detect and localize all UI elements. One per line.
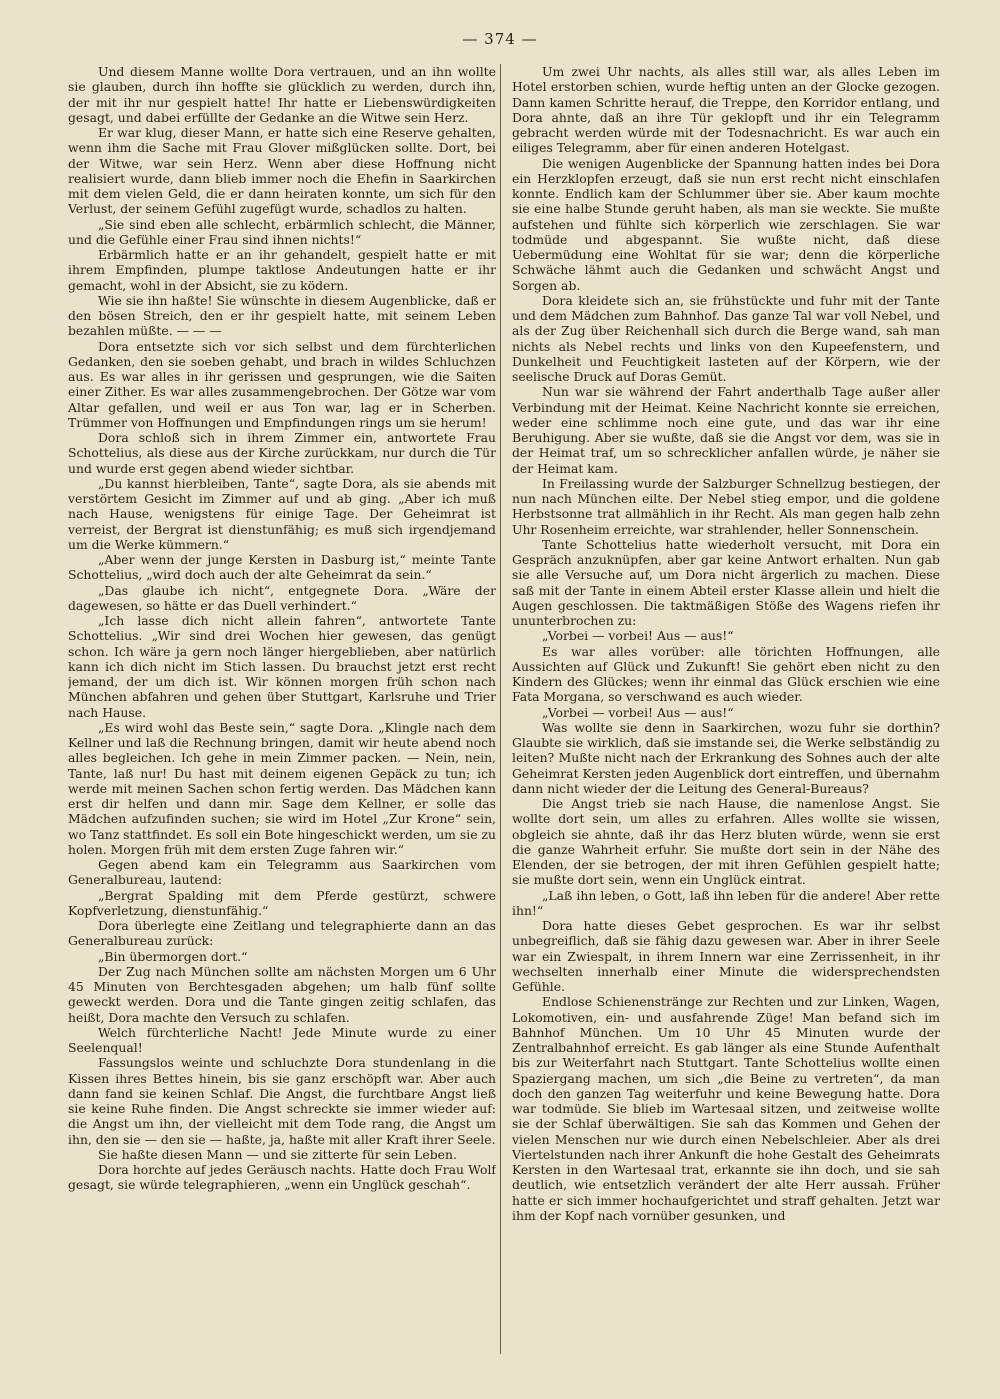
paragraph: Dora schloß sich in ihrem Zimmer ein, antwortete Frau Schottelius, als diese aus der Kirche zurückkam, nur durch die Tür und wurde erst gegen abend wieder sichtbar. [68, 430, 496, 476]
page-number: — 374 — [462, 30, 538, 48]
paragraph: Die Angst trieb sie nach Hause, die namenlose Angst. Sie wollte dort sein, um alles zu erfahren. Alles wollte sie wissen, obgleich sie ahnte, daß ihr das Herz bluten würde, wenn sie erst die ganze Wahrheit erfuhr. Sie mußte dort sein in der Nähe des Elenden, der sie betrogen, der mit ihren Gefühlen gespielt hatte; sie mußte dort sein, wenn ein Unglück eintrat. [512, 796, 940, 888]
paragraph: Tante Schottelius hatte wiederholt versucht, mit Dora ein Gespräch anzuknüpfen, aber gar keine Antwort erhalten. Nun gab sie alle Versuche auf, um Dora nicht ärgerlich zu machen. Diese saß mit der Tante in einem Abteil erster Klasse allein und hielt die Augen geschlossen. Die taktmäßigen Stöße des Wagens riefen ihr ununterbrochen zu: [512, 536, 940, 628]
paragraph: Nun war sie während der Fahrt anderthalb Tage außer aller Verbindung mit der Heimat. Keine Nachricht konnte sie erreichen, weder eine schlimme noch eine gute, und das war ihr eine Beruhigung. Aber sie wußte, daß sie die Angst vor dem, was sie in der Heimat traf, um so schrecklicher anfallen würde, je näher sie der Heimat kam. [512, 384, 940, 476]
paragraph: Welch fürchterliche Nacht! Jede Minute wurde zu einer Seelenqual! [68, 1024, 496, 1055]
paragraph: Dora entsetzte sich vor sich selbst und dem fürchterlichen Gedanken, den sie soeben gehabt, und brach in wildes Schluchzen aus. Es war alles in ihr gerissen und gesprungen, wie die Saiten einer Zither. Es war alles zusammengebrochen. Der Götze war vom Altar gefallen, und weil er aus Ton war, lag er in Scherben. Trümmer von Hoffnungen und Empfindungen rings um sie herum! [68, 338, 496, 430]
column-divider [500, 64, 501, 1354]
paragraph: „Laß ihn leben, o Gott, laß ihn leben für die andere! Aber rette ihn!“ [512, 887, 940, 918]
paragraph: „Vorbei — vorbei! Aus — aus!“ [542, 628, 734, 644]
paragraph: „Bin übermorgen dort.“ [98, 948, 248, 964]
paragraph: In Freilassing wurde der Salzburger Schnellzug bestiegen, der nun nach München eilte. Der Nebel stieg empor, und die goldene Herbstsonne trat allmählich in ihr Recht. Als man gegen halb zehn Uhr Rosenheim erreichte, war strahlender, heller Sonnenschein. [512, 475, 940, 537]
paragraph: Es war alles vorüber: alle törichten Hoffnungen, alle Aussichten auf Glück und Zukunft! Sie gehört eben nicht zu den Kindern des Glückes; wenn ihr einmal das Glück erschien wie eine Fata Morgana, so verschwand es auch wieder. [512, 643, 940, 705]
paragraph: Dora überlegte eine Zeitlang und telegraphierte dann an das Generalbureau zurück: [68, 918, 496, 949]
left-column [68, 64, 496, 1354]
paragraph: „Du kannst hierbleiben, Tante“, sagte Dora, als sie abends mit verstörtem Gesicht im Zimmer auf und ab ging. „Aber ich muß nach Hause, wenigstens für einige Tage. Der Geheimrat ist verreist, der Bergrat ist dienstunfähig; es muß sich irgendjemand um die Werke kümmern.“ [68, 475, 496, 552]
paragraph: Er war klug, dieser Mann, er hatte sich eine Reserve gehalten, wenn ihm die Sache mit Frau Glover mißglücken sollte. Dort, bei der Witwe, war sein Herz. Wenn aber diese Hoffnung nicht realisiert wurde, dann blieb immer noch die Ehefin in Saarkirchen mit dem vielen Geld, die er dann heiraten konnte, um sich für den Verlust, der seinem Gefühl zugefügt wurde, schadlos zu halten. [68, 125, 496, 217]
paragraph: Dora hatte dieses Gebet gesprochen. Es war ihr selbst unbegreiflich, daß sie fähig dazu gewesen war. Aber in ihrer Seele war ein Zwiespalt, in ihrem Innern war eine Zerrissenheit, in ihr wechselten innerhalb einer Minute die widersprechendsten Gefühle. [512, 918, 940, 994]
paragraph: Und diesem Manne wollte Dora vertrauen, und an ihn wollte sie glauben, durch ihn hoffte sie glücklich zu werden, durch ihn, der mit ihr nur gespielt hatte! Ihr hatte er Liebenswürdigkeiten gesagt, und dabei erfüllte der Gedanke an die Witwe sein Herz. [68, 64, 496, 125]
paragraph: Gegen abend kam ein Telegramm aus Saarkirchen vom Generalbureau, lautend: [68, 857, 496, 888]
paragraph: Fassungslos weinte und schluchzte Dora stundenlang in die Kissen ihres Bettes hinein, bis sie ganz erschöpft war. Aber auch dann fand sie keinen Schlaf. Die Angst, die furchtbare Angst ließ sie keine Ruhe finden. Die Angst schreckte sie immer wieder auf: die Angst um ihn, der vielleicht mit dem Tode rang, die Angst um ihn, den sie — den sie — haßte, ja, haßte mit aller Kraft ihrer Seele. [68, 1055, 496, 1147]
right-column [512, 64, 940, 1354]
paragraph: Erbärmlich hatte er an ihr gehandelt, gespielt hatte er mit ihrem Empfinden, plumpe taktlose Andeutungen hatte er ihr gemacht, wohl in der Absicht, sie zu ködern. [68, 247, 496, 293]
paragraph: „Vorbei — vorbei! Aus — aus!“ [542, 704, 734, 720]
paragraph: Dora kleidete sich an, sie frühstückte und fuhr mit der Tante und dem Mädchen zum Bahnhof. Das ganze Tal war voll Nebel, und als der Zug über Reichenhall sich durch die Berge wand, sah man nichts als Nebel rechts und links von den Kupeefenstern, und Dunkelheit und Feuchtigkeit lasteten auf der Körpern, wie der seelische Druck auf Doras Gemüt. [512, 292, 940, 384]
paragraph: „Aber wenn der junge Kersten in Dasburg ist,“ meinte Tante Schottelius, „wird doch auch der alte Geheimrat da sein.“ [68, 552, 496, 583]
paragraph: Endlose Schienenstränge zur Rechten und zur Linken, Wagen, Lokomotiven, ein- und ausfahrende Züge! Man befand sich im Bahnhof München. Um 10 Uhr 45 Minuten wurde der Zentralbahnhof erreicht. Es gab länger als eine Stunde Aufenthalt bis zur Weiterfahrt nach Stuttgart. Tante Schottelius wollte einen Spaziergang machen, um sich „die Beine zu vertreten“, da man doch den ganzen Tag weiterfuhr und keine Bewegung hatte. Dora war todmüde. Sie blieb im Wartesaal sitzen, und zeitweise wollte sie der Schlaf überwältigen. Sie sah das Kommen und Gehen der vielen Menschen nur wie durch einen Nebelschleier. Aber als drei Viertelstunden nach ihrer Ankunft die hohe Gestalt des Geheimrats Kersten in den Wartesaal trat, erkannte sie ihn doch, und sie sah deutlich, wie entsetzlich verändert der alte Herr aussah. Früher hatte er sich immer hochaufgerichtet und straff gehalten. Jetzt war ihm der Kopf nach vornüber gesunken, und [512, 994, 940, 1223]
paragraph: Um zwei Uhr nachts, als alles still war, als alles Leben im Hotel erstorben schien, wurde heftig unten an der Glocke gezogen. Dann kamen Schritte herauf, die Treppe, den Korridor entlang, und Dora ahnte, daß an ihre Tür geklopft und ihr ein Telegramm gebracht werden würde mit der Todesnachricht. Es war auch ein eiliges Telegramm, aber für einen anderen Hotelgast. [512, 64, 940, 156]
paragraph: „Bergrat Spalding mit dem Pferde gestürzt, schwere Kopfverletzung, dienstunfähig.“ [68, 887, 496, 918]
paragraph: „Das glaube ich nicht“, entgegnete Dora. „Wäre der dagewesen, so hätte er das Duell verhindert.“ [68, 582, 496, 613]
paragraph: „Es wird wohl das Beste sein,“ sagte Dora. „Klingle nach dem Kellner und laß die Rechnung bringen, damit wir heute abend noch alles begleichen. Ich gehe in mein Zimmer packen. — Nein, nein, Tante, laß nur! Du hast mit deinem eigenen Gepäck zu tun; ich werde mit meinen Sachen schon fertig werden. Das Mädchen kann erst dir helfen und dann mir. Sage dem Kellner, er solle das Mädchen aufzufinden suchen; sie wird im Hotel „Zur Krone“ sein, wo Tanz stattfindet. Es soll ein Bote hingeschickt werden, um sie zu holen. Morgen früh mit dem ersten Zuge fahren wir.“ [68, 719, 496, 857]
paragraph: Wie sie ihn haßte! Sie wünschte in diesem Augenblicke, daß er den bösen Streich, den er ihr gespielt hatte, mit seinem Leben bezahlen müßte. — — — [68, 292, 496, 339]
paragraph: Dora horchte auf jedes Geräusch nachts. Hatte doch Frau Wolf gesagt, sie würde telegraphieren, „wenn ein Unglück geschah“. [68, 1162, 496, 1193]
paragraph: Was wollte sie denn in Saarkirchen, wozu fuhr sie dorthin? Glaubte sie wirklich, daß sie imstande sei, die Werke selbständig zu leiten? Mußte nicht nach der Erkrankung des Sohnes auch der alte Geheimrat Kersten jeden Augenblick dort eintreffen, und übernahm dann nicht wieder der die Leitung des General-Bureaus? [512, 719, 940, 796]
paragraph: „Ich lasse dich nicht allein fahren“, antwortete Tante Schottelius. „Wir sind drei Wochen hier gewesen, das genügt schon. Ich wäre ja gern noch länger hiergeblieben, aber natürlich kann ich dich nicht im Stich lassen. Du brauchst jetzt erst recht jemand, der um dich ist. Wir können morgen früh schon nach München abfahren und gehen über Stuttgart, Karlsruhe und Trier nach Hause. [68, 613, 496, 720]
paragraph: Sie haßte diesen Mann — und sie zitterte für sein Leben. [98, 1146, 457, 1162]
paragraph: Der Zug nach München sollte am nächsten Morgen um 6 Uhr 45 Minuten von Berchtesgaden abgehen; um halb fünf sollte geweckt werden. Dora und die Tante gingen zeitig schlafen, das heißt, Dora machte den Versuch zu schlafen. [68, 963, 496, 1025]
paragraph: „Sie sind eben alle schlecht, erbärmlich schlecht, die Männer, und die Gefühle einer Frau sind ihnen nichts!“ [68, 216, 496, 247]
paragraph: Die wenigen Augenblicke der Spannung hatten indes bei Dora ein Herzklopfen erzeugt, daß sie nun erst recht nicht einschlafen konnte. Endlich kam der Schlummer über sie. Aber kaum mochte sie eine halbe Stunde geruht haben, als man sie weckte. Sie mußte aufstehen und fühlte sich körperlich wie zerschlagen. Sie war todmüde und abgespannt. Sie wußte nicht, daß diese Uebermüdung eine Wohltat für sie war; denn die körperliche Schwäche lähmt auch die Gedanken und schwächt Angst und Sorgen ab. [512, 155, 940, 293]
